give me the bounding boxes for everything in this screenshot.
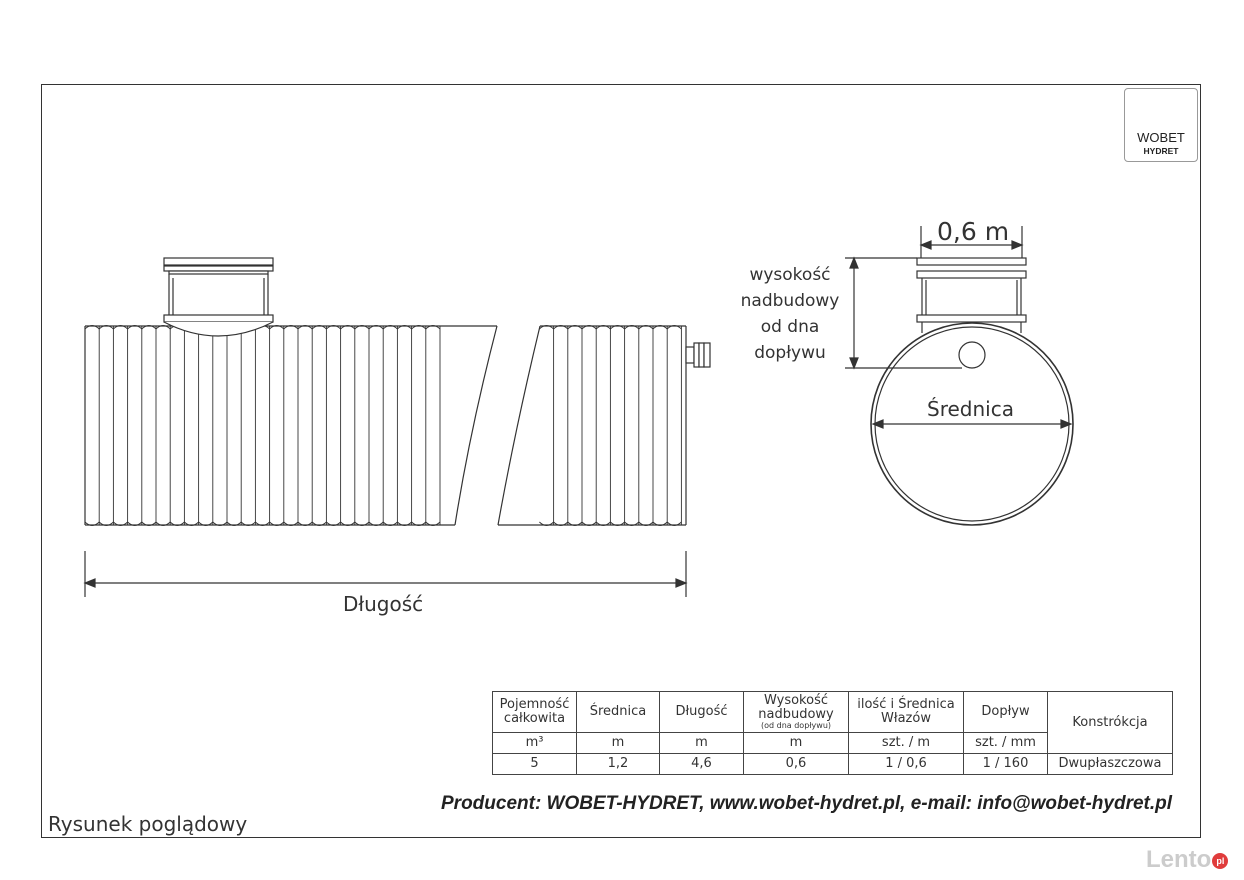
- logo-subname: HYDRET: [1143, 146, 1179, 156]
- table-cell: m: [577, 733, 660, 754]
- logo-name: WOBET: [1137, 130, 1185, 145]
- header-diameter: Średnica: [577, 692, 660, 733]
- diameter-label: Średnica: [927, 397, 1014, 421]
- table-cell: 1 / 160: [964, 754, 1048, 775]
- table-cell: m³: [493, 733, 577, 754]
- tank-side-view: [85, 258, 710, 526]
- table-cell: 1 / 0,6: [849, 754, 964, 775]
- watermark-text: Lento: [1146, 846, 1212, 873]
- header-height: Wysokość nadbudowy (od dna dopływu): [744, 692, 849, 733]
- length-label: Długość: [343, 592, 424, 616]
- table-header-row: [493, 692, 1173, 733]
- corrugation-ribs: [85, 326, 681, 526]
- table-cell: 4,6: [660, 754, 744, 775]
- table-cell: 1,2: [577, 754, 660, 775]
- table-cell: m: [660, 733, 744, 754]
- header-manholes: ilość i Średnica Włazów: [849, 692, 964, 733]
- watermark-badge: pl: [1212, 853, 1228, 869]
- table-cell: Dwupłaszczowa: [1048, 754, 1173, 775]
- header-inlet: Dopływ: [964, 692, 1048, 733]
- manhole-width-label: 0,6 m: [937, 217, 1010, 246]
- length-dimension: [85, 551, 686, 597]
- tank-end-view: [871, 258, 1073, 525]
- table-cell: szt. / m: [849, 733, 964, 754]
- logo: [1124, 88, 1198, 162]
- header-construction: Konstrókcja: [1048, 692, 1173, 754]
- watermark: [1146, 846, 1228, 874]
- spec-table: [492, 691, 1173, 775]
- header-capacity: Pojemność całkowita: [493, 692, 577, 733]
- table-cell: m: [744, 733, 849, 754]
- table-cell: 5: [493, 754, 577, 775]
- producer-line: Producent: WOBET-HYDRET, www.wobet-hydret.pl, e-mail: info@wobet-hydret.pl: [441, 793, 1173, 814]
- height-label: wysokość nadbudowy od dna dopływu: [740, 265, 840, 363]
- caption: Rysunek poglądowy: [48, 812, 248, 836]
- table-cell: 0,6: [744, 754, 849, 775]
- header-length: Długość: [660, 692, 744, 733]
- table-row: [493, 754, 1173, 775]
- diameter-dimension: [873, 420, 1071, 428]
- table-cell: szt. / mm: [964, 733, 1048, 754]
